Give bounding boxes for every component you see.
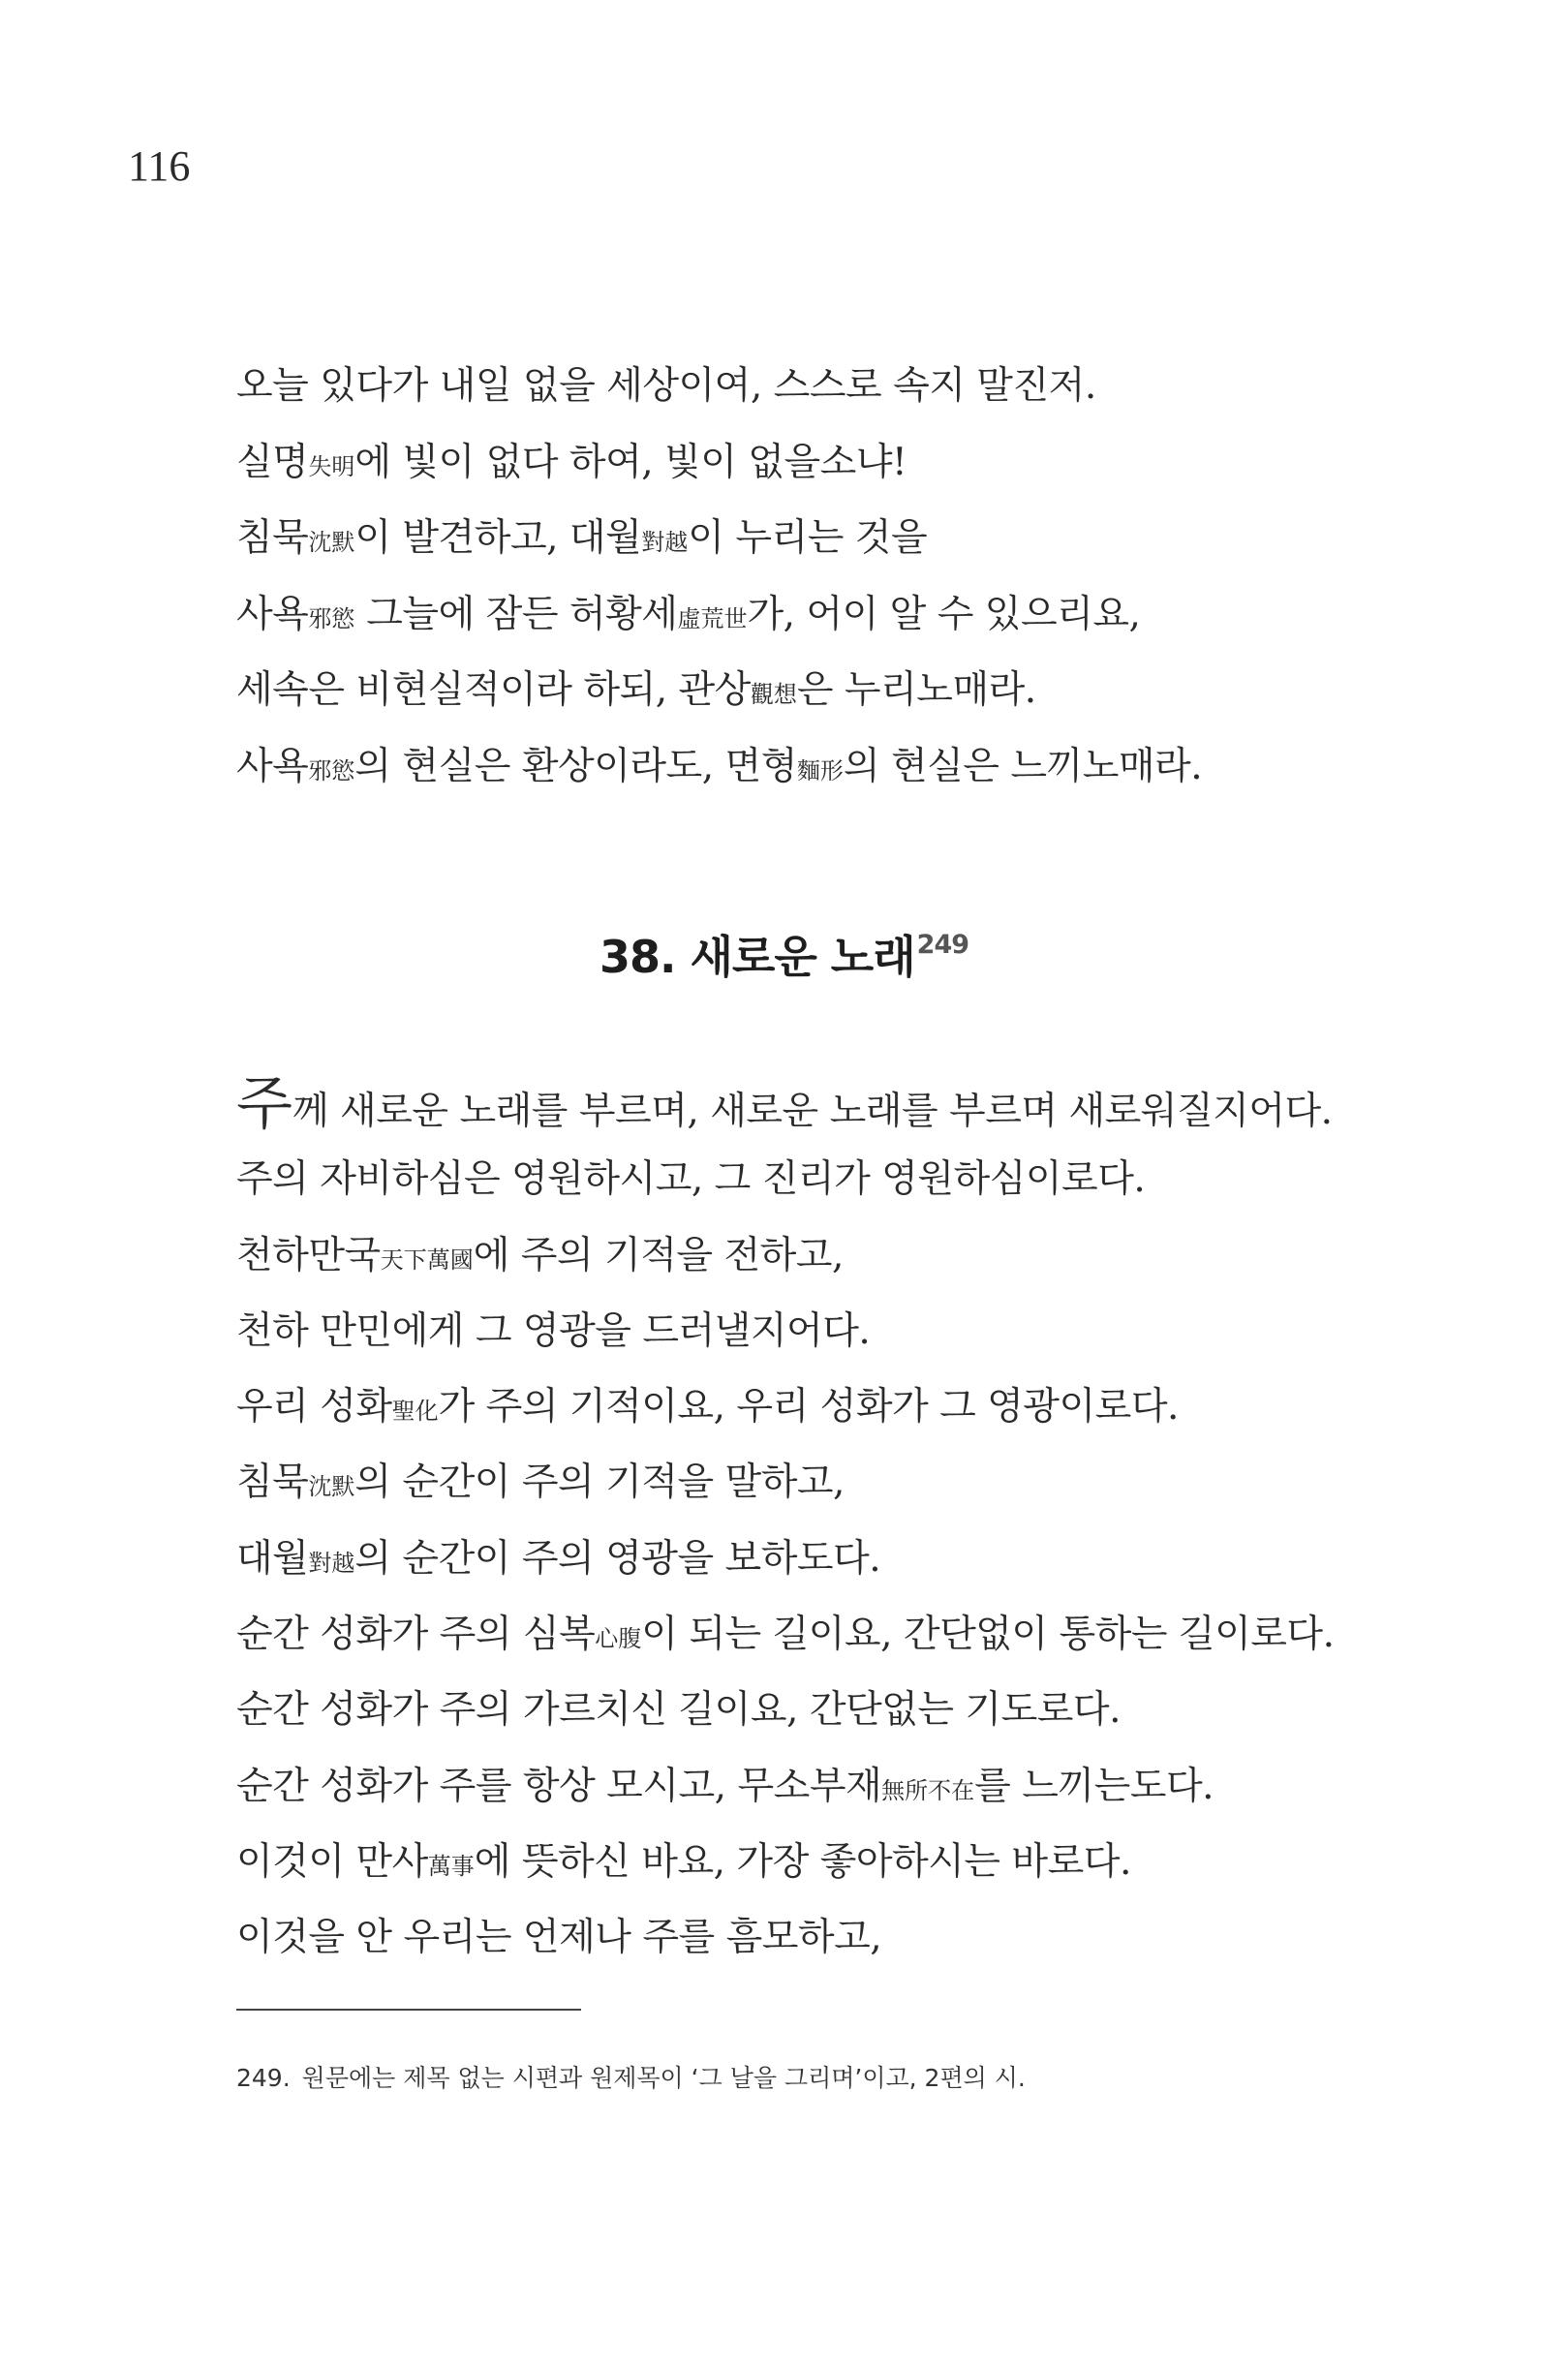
verse-line — [236, 586, 1379, 662]
verse-text: 우리 성화 — [236, 1385, 392, 1430]
verse-text: 이 되는 길이요, 간단없이 통하는 길이로다. — [641, 1613, 1335, 1657]
verse-text: 주의 자비하심은 영원하시고, 그 진리가 영원하심이로다. — [236, 1157, 1146, 1202]
footnote — [236, 2061, 1026, 2096]
verse-text: 께 새로운 노래를 부르며, 새로운 노래를 부르며 새로워질지어다. — [292, 1090, 1333, 1133]
hanja-gloss: 觀想 — [750, 681, 797, 708]
verse-text: 순간 성화가 주의 가르치신 길이요, 간단없는 기도로다. — [236, 1688, 1122, 1733]
hanja-gloss: 失明 — [308, 452, 355, 480]
footnote-text: 원문에는 제목 없는 시편과 원제목이 ‘그 날을 그리며’이고, 2편의 시. — [301, 2064, 1026, 2092]
verse-line — [236, 357, 1379, 434]
verse-text: 이 누리는 것을 — [688, 516, 928, 560]
verse-line — [236, 1909, 1379, 1984]
verse-text: 에 뜻하신 바요, 가장 좋아하시는 바로다. — [474, 1839, 1131, 1884]
verse-line — [236, 1070, 1379, 1151]
verse-text: 이 발견하고, 대월 — [354, 516, 642, 560]
verse-text: 사욕 — [236, 592, 309, 636]
hanja-gloss: 天下萬國 — [380, 1246, 474, 1274]
verse-line — [236, 1681, 1379, 1757]
verse-text: 순간 성화가 주를 항상 모시고, 무소부재 — [236, 1764, 882, 1808]
hanja-gloss: 沈默 — [308, 1473, 355, 1501]
verse-line — [236, 1151, 1379, 1226]
verse-text: 대월 — [236, 1536, 309, 1581]
verse-text: 순간 성화가 주의 심복 — [236, 1613, 596, 1657]
footnote-number: 249. — [236, 2064, 291, 2092]
page-number: 116 — [128, 142, 191, 190]
verse-text: 세속은 비현실적이라 하되, 관상 — [236, 668, 751, 712]
verse-text: 의 순간이 주의 기적을 말하고, — [354, 1461, 845, 1505]
verse-line — [236, 1606, 1379, 1681]
verse-text: 이것을 안 우리는 언제나 주를 흠모하고, — [236, 1916, 882, 1960]
hanja-gloss: 沈默 — [308, 529, 355, 556]
verse-line — [236, 1454, 1379, 1529]
verse-text: 실명 — [236, 440, 309, 484]
initial-letter: 주 — [236, 1070, 292, 1138]
footnote-reference: 249 — [916, 930, 969, 960]
verse-text: 오늘 있다가 내일 없을 세상이여, 스스로 속지 말진저. — [236, 364, 1096, 408]
verse-text: 의 현실은 느끼노매라. — [843, 744, 1203, 788]
verse-text: 에 주의 기적을 전하고, — [473, 1233, 844, 1277]
verse-text: 그늘에 잠든 허황세 — [354, 592, 678, 636]
hanja-gloss: 邪慾 — [308, 756, 355, 784]
verse-text: 침묵 — [236, 516, 309, 560]
verse-text: 가 주의 기적이요, 우리 성화가 그 영광이로다. — [438, 1385, 1179, 1430]
verse-line — [236, 1303, 1379, 1378]
verse-text: 를 느끼는도다. — [974, 1764, 1214, 1808]
poem-verse — [236, 1070, 1379, 1985]
verse-line — [236, 738, 1379, 815]
hanja-gloss: 聖化 — [391, 1398, 439, 1426]
hanja-gloss: 無所不在 — [881, 1776, 975, 1804]
hanja-gloss: 對越 — [308, 1549, 355, 1577]
verse-text: 의 현실은 환상이라도, 면형 — [354, 744, 797, 788]
verse-text: 은 누리노매라. — [796, 668, 1036, 712]
section-title-text: 38. 새로운 노래 — [599, 931, 915, 983]
section-title — [0, 916, 1568, 986]
hanja-gloss: 心腹 — [595, 1625, 642, 1653]
verse-line — [236, 509, 1379, 586]
verse-text: 침묵 — [236, 1461, 309, 1505]
verse-text: 의 순간이 주의 영광을 보하도다. — [354, 1536, 881, 1581]
verse-line — [236, 1833, 1379, 1909]
footnote-divider — [236, 2009, 581, 2011]
hanja-gloss: 虛荒世 — [677, 604, 748, 632]
verse-line — [236, 661, 1379, 738]
verse-line — [236, 1227, 1379, 1303]
hanja-gloss: 麵形 — [796, 756, 844, 784]
verse-text: 사욕 — [236, 744, 309, 788]
verse-line — [236, 1378, 1379, 1454]
verse-text: 가, 어이 알 수 있으리요, — [747, 592, 1141, 636]
verse-text: 천하 만민에게 그 영광을 드러낼지어다. — [236, 1308, 871, 1353]
hanja-gloss: 萬事 — [427, 1852, 475, 1880]
verse-text: 천하만국 — [236, 1233, 381, 1277]
hanja-gloss: 對越 — [641, 529, 689, 556]
verse-line — [236, 1758, 1379, 1833]
verse-text: 에 빛이 없다 하여, 빛이 없을소냐! — [354, 440, 907, 484]
hanja-gloss: 邪慾 — [308, 604, 355, 632]
verse-line — [236, 1530, 1379, 1606]
verse-line — [236, 434, 1379, 510]
verse-text: 이것이 만사 — [236, 1839, 428, 1884]
intro-verse — [236, 357, 1379, 814]
